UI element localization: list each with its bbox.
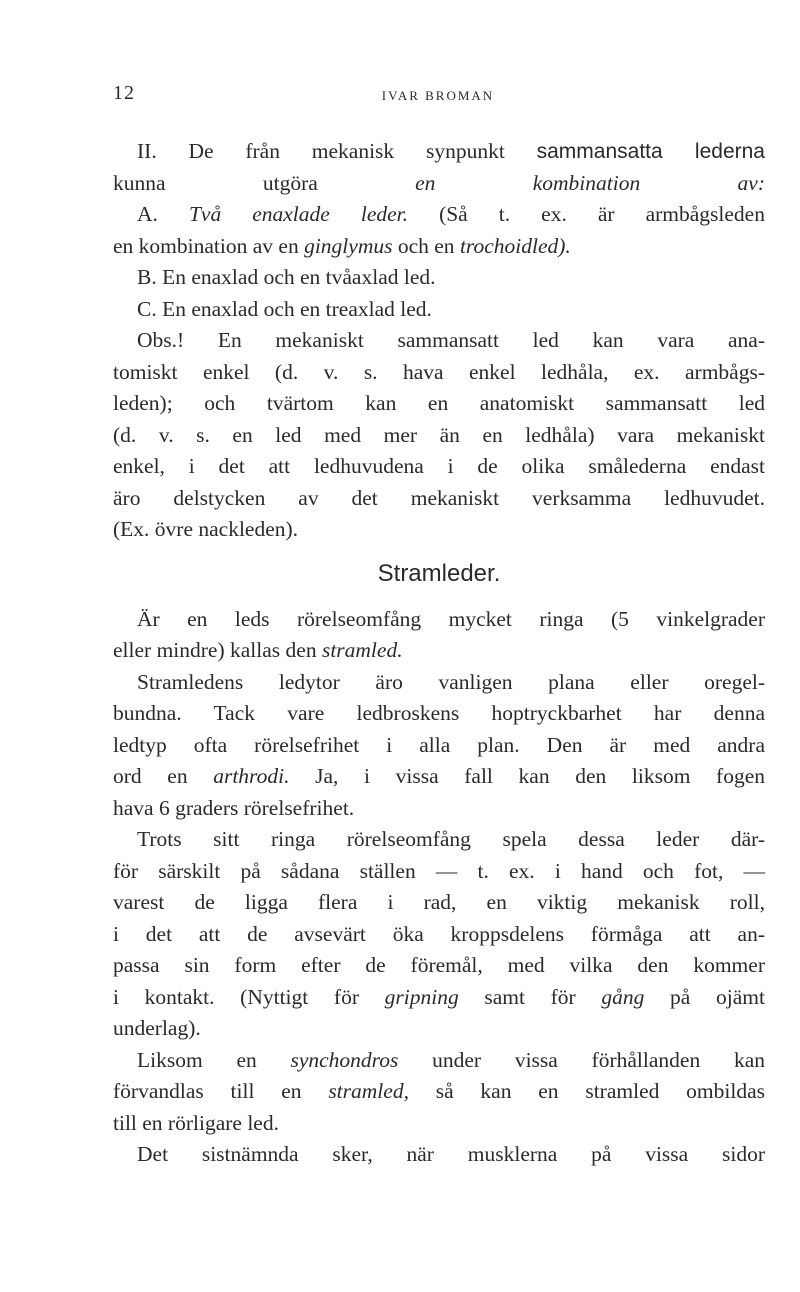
text-line (113, 231, 765, 263)
text-line: B. En enaxlad och en tvåaxlad led. (137, 265, 436, 289)
text-run: på ojämt (644, 984, 765, 1009)
text-line: enkel, i det att ledhuvudena i de olika smålederna endast (113, 454, 765, 478)
text-line: underlag). (113, 1016, 201, 1040)
text-line: tomiskt enkel (d. v. s. hava enkel ledhåla, ex. armbågs- (113, 359, 765, 384)
italic-phrase: stramled. (321, 638, 403, 662)
text-run: kunna utgöra (113, 170, 416, 195)
text-line: till en rörligare led. (113, 1110, 279, 1135)
text-run: så kan en stramled ombildas (408, 1079, 765, 1103)
text-run: II. De från mekanisk synpunkt (137, 139, 537, 163)
italic-phrase: Två enaxlade leder. (188, 202, 409, 226)
italic-phrase: synchondros (290, 1047, 399, 1072)
text-line: (Ex. övre nackleden). (113, 517, 299, 541)
italic-phrase: en kombination av: (415, 170, 765, 195)
text-line: leden); och tvärtom kan en anatomiskt sammansatt led (113, 391, 765, 415)
text-line: Det sistnämnda sker, när musklerna på vissa sidor (137, 1142, 765, 1166)
page-header (113, 82, 763, 112)
text-line: ledtyp ofta rörelsefrihet i alla plan. Den är med andra (113, 732, 765, 757)
italic-phrase: ginglymus (304, 233, 393, 258)
running-title: IVAR BROMAN (381, 88, 495, 103)
text-line: passa sin form efter de föremål, med vilka den kommer (113, 953, 765, 977)
text-line (113, 761, 765, 793)
text-line: bundna. Tack vare ledbroskens hoptryckbarhet har denna (113, 701, 765, 725)
text-run: förvandlas till en (113, 1079, 329, 1103)
italic-phrase: stramled, (328, 1079, 409, 1103)
text-run: eller mindre) kallas den (113, 638, 322, 662)
sans-phrase: sammansatta lederna (536, 140, 765, 163)
text-line (113, 136, 765, 168)
page-number: 12 (113, 82, 135, 104)
text-line: Är en leds rörelseomfång mycket ringa (5 vinkelgrader (137, 606, 765, 631)
text-line: äro delstycken av det mekaniskt verksamma ledhuvudet. (113, 485, 765, 510)
text-run: (Så t. ex. är armbågsleden (408, 202, 765, 226)
text-line: i det att de avsevärt öka kroppsdelens förmåga att an- (113, 921, 765, 946)
text-run: en kombination av en (113, 233, 305, 258)
text-run: A. (137, 202, 189, 226)
text-line: Stramledens ledytor äro vanligen plana eller oregel- (137, 669, 765, 694)
text-line: för särskilt på sådana ställen — t. ex. i hand och fot, — (113, 858, 765, 883)
text-line (113, 199, 765, 231)
italic-phrase: gång (601, 984, 645, 1009)
text-run: i kontakt. (Nyttigt för (113, 984, 385, 1009)
text-run: Ja, i vissa fall kan den liksom fogen (289, 764, 766, 788)
text-run: Liksom en (137, 1047, 291, 1072)
text-line: varest de ligga flera i rad, en viktig mekanisk roll, (113, 890, 765, 914)
text-line (113, 982, 765, 1014)
italic-phrase: trochoidled). (459, 233, 571, 258)
page-body (113, 136, 765, 1171)
text-line: Trots sitt ringa rörelseomfång spela dessa leder där- (137, 827, 765, 851)
italic-phrase: gripning (384, 984, 459, 1009)
text-line: Obs.! En mekaniskt sammansatt led kan vara ana- (137, 328, 765, 352)
text-line: C. En enaxlad och en treaxlad led. (137, 296, 432, 321)
text-line: (d. v. s. en led med mer än en ledhåla) vara mekaniskt (113, 422, 765, 447)
text-run: under vissa förhållanden kan (398, 1047, 765, 1072)
section-heading: Stramleder. (377, 559, 501, 587)
text-line (113, 635, 765, 667)
text-run: samt för (458, 984, 602, 1009)
text-run: ord en (113, 764, 214, 788)
text-line (113, 1076, 765, 1108)
italic-phrase: arthrodi. (213, 764, 290, 788)
text-line (113, 1045, 765, 1077)
text-line (113, 168, 765, 200)
text-line: hava 6 graders rörelsefrihet. (113, 795, 355, 820)
text-run: och en (392, 233, 460, 258)
